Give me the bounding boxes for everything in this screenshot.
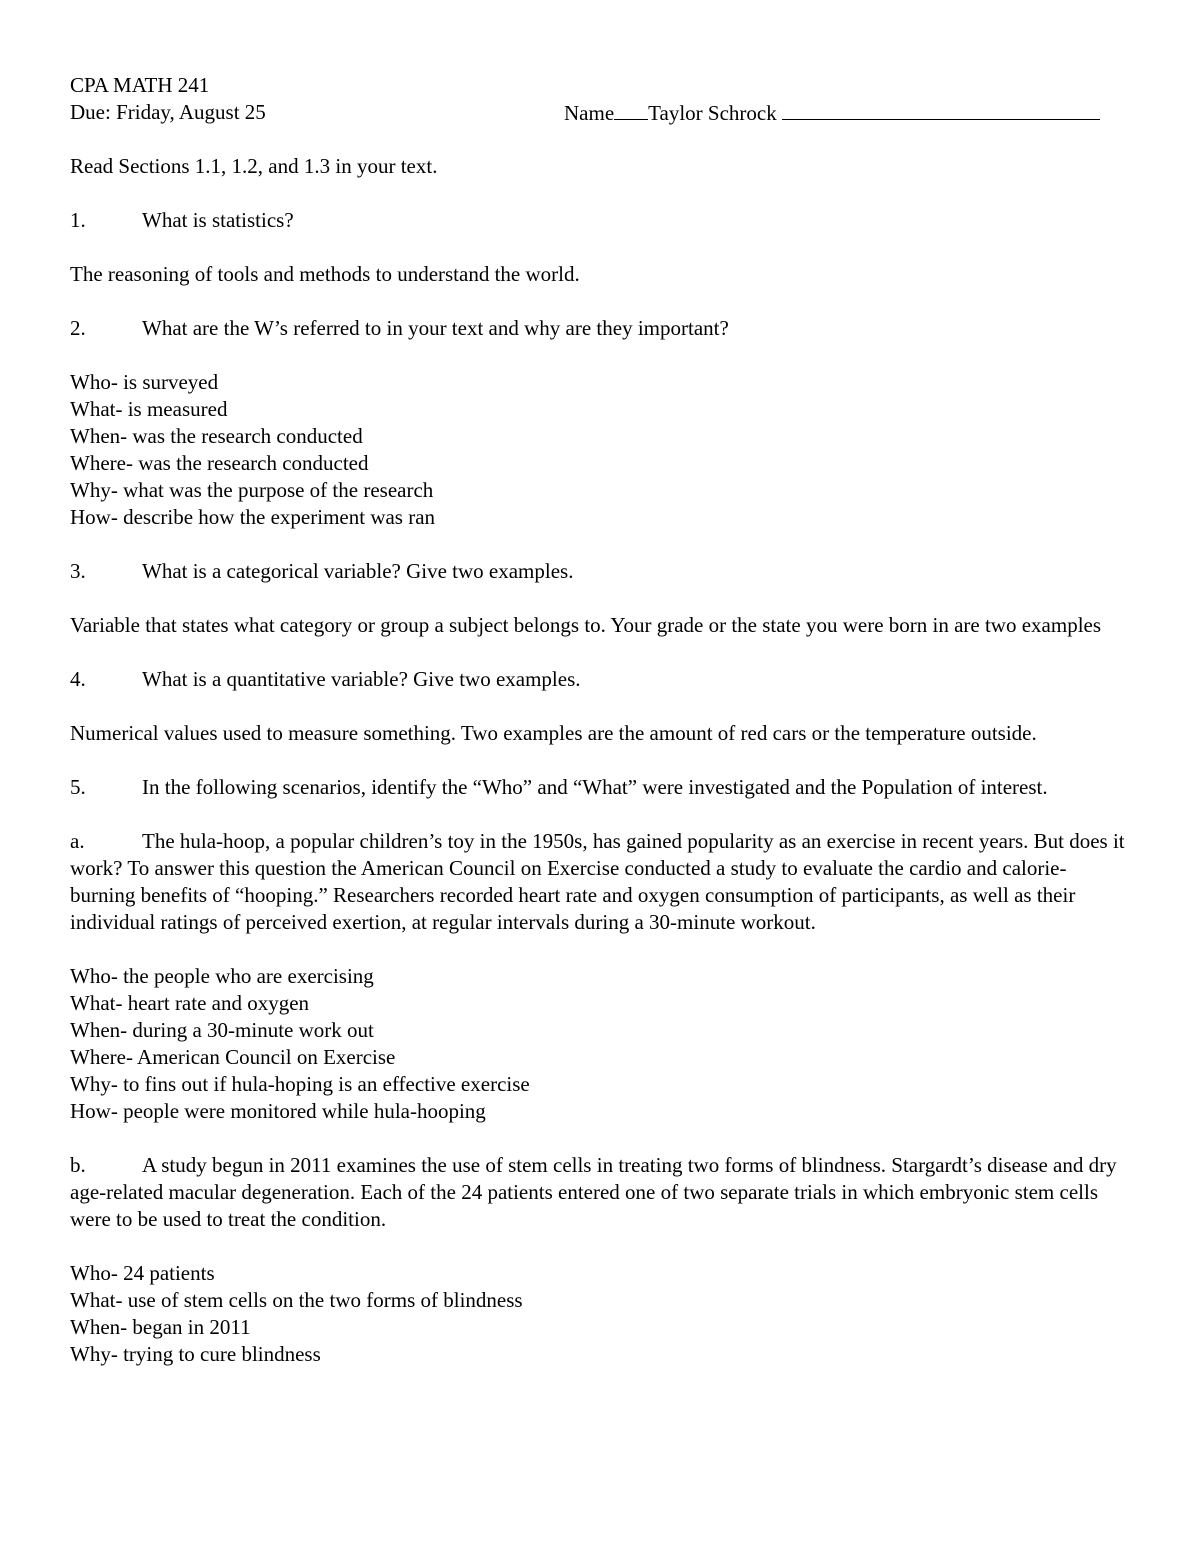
name-underline	[614, 99, 648, 120]
answer-5a-when: When- during a 30-minute work out	[70, 1018, 374, 1042]
answer-5a-why: Why- to fins out if hula-hoping is an effective exercise	[70, 1072, 530, 1096]
answer-5b-who: Who- 24 patients	[70, 1261, 215, 1285]
question-2	[70, 315, 1130, 342]
answer-5a-who: Who- the people who are exercising	[70, 964, 374, 988]
answer-2-how: How- describe how the experiment was ran	[70, 505, 436, 529]
question-4	[70, 666, 1130, 693]
answer-5b-why: Why- trying to cure blindness	[70, 1342, 321, 1366]
scenario-text: A study begun in 2011 examines the use of stem cells in treating two forms of blindness. Stargardt’s disease and dry age-related macular degeneration. Each of the 24 patients entered one of two separate trials in which embryonic stem cells were to be used to treat the condition.	[70, 1153, 1117, 1231]
question-number: 5.	[70, 775, 86, 799]
scenario-letter: b.	[70, 1153, 86, 1177]
answer-1: The reasoning of tools and methods to understand the world.	[70, 262, 580, 286]
student-name: Taylor Schrock	[648, 101, 777, 125]
scenario-text: The hula-hoop, a popular children’s toy in the 1950s, has gained popularity as an exercise in recent years. But does it work? To answer this question the American Council on Exercise conducted a study to evaluate the cardio and calorie-burning benefits of “hooping.” Researchers recorded heart rate and oxygen consumption of participants, as well as their individual ratings of perceived exertion, at regular intervals during a 30-minute workout.	[70, 829, 1125, 934]
answer-5b-what: What- use of stem cells on the two forms of blindness	[70, 1288, 523, 1312]
answer-2-what: What- is measured	[70, 397, 228, 421]
question-3	[70, 558, 1130, 585]
answer-2-who: Who- is surveyed	[70, 370, 219, 394]
answer-2-where: Where- was the research conducted	[70, 451, 369, 475]
question-number: 4.	[70, 667, 86, 691]
scenario-letter: a.	[70, 829, 85, 853]
answer-5a-where: Where- American Council on Exercise	[70, 1045, 396, 1069]
worksheet-page	[70, 72, 1130, 1368]
answer-2-why: Why- what was the purpose of the research	[70, 478, 434, 502]
answer-2-when: When- was the research conducted	[70, 424, 363, 448]
answer-5b-when: When- began in 2011	[70, 1315, 251, 1339]
due-date: Due: Friday, August 25	[70, 100, 266, 124]
question-text: What is a quantitative variable? Give two examples.	[142, 667, 581, 691]
answer-4: Numerical values used to measure something. Two examples are the amount of red cars or the temperature outside.	[70, 721, 1037, 745]
due-row	[70, 99, 1130, 126]
answer-5a-what: What- heart rate and oxygen	[70, 991, 310, 1015]
question-number: 1.	[70, 208, 86, 232]
instructions: Read Sections 1.1, 1.2, and 1.3 in your text.	[70, 154, 438, 178]
name-underline-trailing	[782, 99, 1100, 120]
answer-5a-how: How- people were monitored while hula-hooping	[70, 1099, 486, 1123]
question-1	[70, 207, 1130, 234]
question-text: In the following scenarios, identify the “Who” and “What” were investigated and the Population of interest.	[142, 775, 1048, 799]
name-field	[564, 99, 1100, 127]
question-number: 2.	[70, 316, 86, 340]
answer-3: Variable that states what category or group a subject belongs to. Your grade or the state you were born in are two examples	[70, 613, 1102, 637]
question-5	[70, 774, 1130, 801]
question-text: What is statistics?	[142, 208, 294, 232]
course-title: CPA MATH 241	[70, 73, 210, 97]
question-text: What is a categorical variable? Give two examples.	[142, 559, 574, 583]
name-label: Name	[564, 101, 615, 125]
scenario-b	[70, 1152, 1130, 1233]
question-number: 3.	[70, 559, 86, 583]
scenario-a	[70, 828, 1130, 936]
question-text: What are the W’s referred to in your text and why are they important?	[142, 316, 729, 340]
